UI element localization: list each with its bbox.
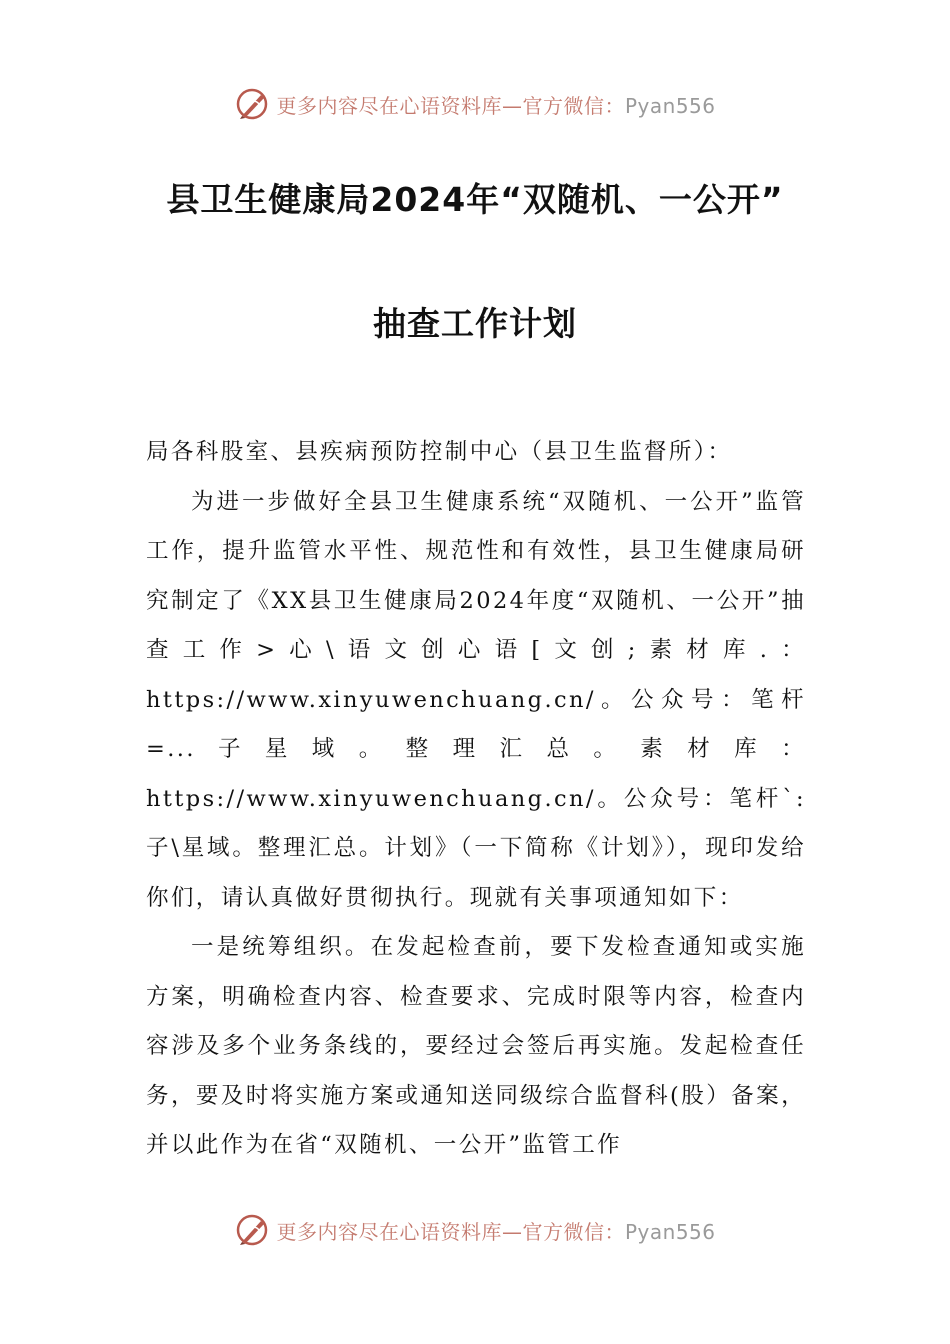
watermark-wechat-id: Pyan556 [624, 93, 716, 118]
salutation: 局各科股室、县疾病预防控制中心（县卫生监督所）： [146, 439, 733, 465]
watermark-banner-top [0, 82, 950, 126]
paragraph-intro: 为进一步做好全县卫生健康系统“双随机、一公开”监管工作，提升监管水平性、规范性和有效性，县卫生健康局研究制定了《XX县卫生健康局2024年度“双随机、一公开”抽查工作>心\语文创心语[文创;素材库.：https://www.xinyuwenchuang.cn/。公众号：笔杆=...子星域。整理汇总。素材库：https://www.xinyuwenchuang.cn/。公众号：笔杆`:子\星域。整理汇总。计划》（一下简称《计划》），现印发给你们，请认真做好贯彻执行。现就有关事项通知如下： [146, 488, 806, 911]
document-title-line2: 抽查工作计划 [373, 304, 577, 343]
watermark-label: 更多内容尽在心语资料库—官方微信： [276, 93, 625, 118]
pen-logo-icon [234, 86, 270, 122]
watermark-wechat-id: Pyan556 [624, 1219, 716, 1244]
document-title-line1: 县卫生健康局2024年“双随机、一公开” [166, 180, 784, 219]
watermark-banner-bottom [0, 1208, 950, 1252]
watermark-text [276, 1216, 715, 1245]
paragraph-coordination: 一是统筹组织。在发起检查前，要下发检查通知或实施方案，明确检查内容、检查要求、完成时限等内容，检查内容涉及多个业务条线的，要经过会签后再实施。发起检查任务，要及时将实施方案或通知送同级综合监督科(股）备案，并以此作为在省“双随机、一公开”监管工作 [146, 934, 806, 1158]
watermark-label: 更多内容尽在心语资料库—官方微信： [276, 1219, 625, 1244]
watermark-text [276, 90, 715, 119]
document-body [146, 428, 806, 1171]
pen-logo-icon [234, 1212, 270, 1248]
